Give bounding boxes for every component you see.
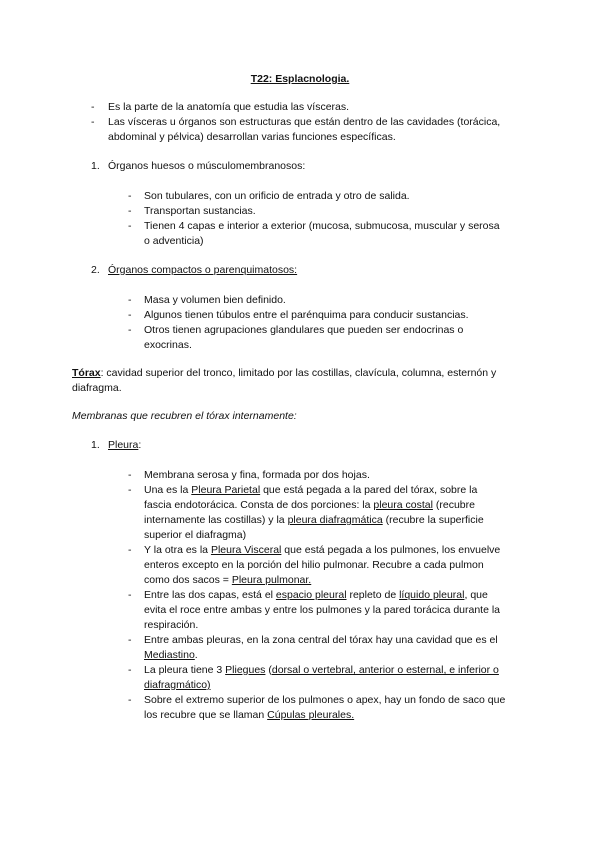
bullet-dash: - <box>128 589 132 601</box>
bullet-dash: - <box>128 484 132 496</box>
list-item-cont: evita el roce entre ambas y entre los pulmones y la pared torácica durante la <box>144 604 501 616</box>
pleura-term: Pleura <box>108 439 139 451</box>
term-espacio-pleural: espacio pleural <box>275 589 347 601</box>
torax-text: diafragma. <box>72 382 122 394</box>
list-item: Son tubulares, con un orificio de entrada y otro de salida. <box>144 190 410 202</box>
intro-line: Es la parte de la anatomía que estudia las vísceras. <box>108 101 350 113</box>
text: los recubre que se llaman <box>144 709 268 721</box>
list-item-cont: respiración. <box>144 619 199 631</box>
torax-text: : cavidad superior del tronco, limitado por las costillas, clavícula, columna, esternón y <box>100 367 497 379</box>
text: Entre las dos capas, está el <box>144 589 276 601</box>
list-item-cont: enteros excepto en la porción del hilio pulmonar. Recubre a cada pulmon <box>144 559 484 571</box>
text: que está pegada a la pared del tórax, sobre la <box>260 484 478 496</box>
list-item-cont <box>144 499 475 512</box>
list-item: Membrana serosa y fina, formada por dos hojas. <box>144 469 370 481</box>
term-pleura-diafragmatica: pleura diafragmática <box>287 514 383 526</box>
bullet-dash: - <box>128 664 132 676</box>
section-number: 1. <box>91 160 100 172</box>
bullet-dash: - <box>91 116 95 128</box>
section-heading: Órganos huesos o músculomembranosos: <box>108 160 306 172</box>
text: repleto de <box>346 589 400 601</box>
text: . <box>194 649 198 661</box>
list-item-cont <box>144 649 198 662</box>
bullet-dash: - <box>128 190 132 202</box>
bullet-dash: - <box>128 309 132 321</box>
bullet-dash: - <box>128 694 132 706</box>
list-item: Algunos tienen túbulos entre el parénquima para conducir sustancias. <box>144 309 469 321</box>
term-pleura-costal: pleura costal <box>373 499 433 511</box>
term-pliegues-list: dorsal o vertebral, anterior o esternal, e inferior o <box>271 664 499 676</box>
list-item: Masa y volumen bien definido. <box>144 294 286 306</box>
list-item-cont: diafragmático) <box>144 679 211 691</box>
list-item: Tienen 4 capas e interior a exterior (mucosa, submucosa, muscular y serosa <box>144 220 500 232</box>
text: (recubre la superficie <box>382 514 484 526</box>
text: que está pegada a los pulmones, los envuelve <box>281 544 501 556</box>
text: La pleura tiene 3 <box>144 664 226 676</box>
list-item: Otros tienen agrupaciones glandulares que pueden ser endocrinas o <box>144 324 464 336</box>
page-title: T22: Esplacnologia. <box>250 73 350 85</box>
text: internamente las costillas) y la <box>144 514 288 526</box>
list-item: Entre ambas pleuras, en la zona central del tórax hay una cavidad que es el <box>144 634 498 646</box>
section-heading: Órganos compactos o parenquimatosos: <box>108 264 298 276</box>
subheading: Membranas que recubren el tórax internamente: <box>72 410 297 422</box>
list-item: o adventicia) <box>144 235 204 247</box>
text: , que <box>464 589 488 601</box>
term-pleura-pulmonar: Pleura pulmonar. <box>231 574 312 586</box>
text: fascia endotorácica. Consta de dos porciones: la <box>144 499 374 511</box>
bullet-dash: - <box>91 101 95 113</box>
list-item <box>144 544 500 557</box>
term-cupulas-pleurales: Cúpulas pleurales. <box>267 709 355 721</box>
pleura-heading <box>108 439 141 452</box>
text: ( <box>265 664 272 676</box>
list-item <box>144 589 488 602</box>
text: como dos sacos = <box>144 574 232 586</box>
list-item-cont <box>144 709 354 722</box>
bullet-dash: - <box>128 205 132 217</box>
bullet-dash: - <box>128 634 132 646</box>
colon: : <box>138 439 142 451</box>
bullet-dash: - <box>128 544 132 556</box>
torax-term: Tórax <box>72 367 101 379</box>
torax-definition <box>72 367 496 380</box>
bullet-dash: - <box>128 324 132 336</box>
term-pleura-visceral: Pleura Visceral <box>210 544 282 556</box>
text: Una es la <box>144 484 192 496</box>
term-mediastino: Mediastino <box>144 649 195 661</box>
bullet-dash: - <box>128 220 132 232</box>
list-item-cont <box>144 514 484 527</box>
list-item-cont: superior el diafragma) <box>144 529 247 541</box>
term-liquido-pleural: líquido pleural <box>399 589 465 601</box>
list-item: exocrinas. <box>144 339 192 351</box>
list-item <box>144 484 477 497</box>
intro-line: abdominal y pélvica) desarrollan varias funciones específicas. <box>108 131 396 143</box>
section-number: 2. <box>91 264 100 276</box>
section-number: 1. <box>91 439 100 451</box>
term-pliegues: Pliegues <box>225 664 266 676</box>
intro-line: Las vísceras u órganos son estructuras que están dentro de las cavidades (torácica, <box>108 116 501 128</box>
list-item: Sobre el extremo superior de los pulmones o apex, hay un fondo de saco que <box>144 694 506 706</box>
text: Y la otra es la <box>144 544 211 556</box>
term-pleura-parietal: Pleura Parietal <box>191 484 261 496</box>
list-item <box>144 664 499 677</box>
list-item-cont <box>144 574 311 587</box>
text: (recubre <box>432 499 475 511</box>
bullet-dash: - <box>128 294 132 306</box>
list-item: Transportan sustancias. <box>144 205 256 217</box>
bullet-dash: - <box>128 469 132 481</box>
